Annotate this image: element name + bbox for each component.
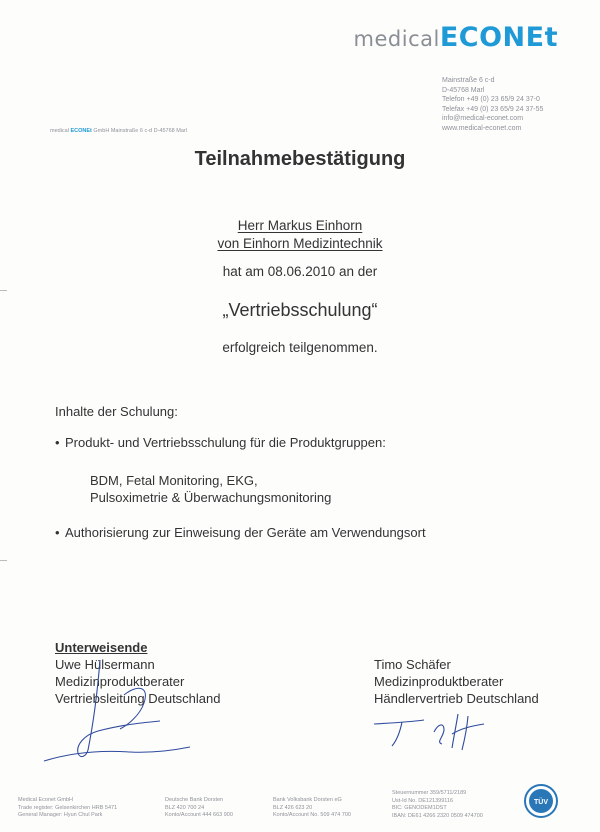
list-item — [55, 525, 426, 540]
footer-line: Steuernummer 359/5711/2189 — [392, 790, 467, 796]
sub-line: BDM, Fetal Monitoring, EKG, — [90, 473, 258, 488]
sender-brand: ECONEt — [70, 128, 92, 134]
footer-line: Bank Volksbank Dorsten eG — [273, 797, 342, 803]
bullet-symbol: • — [55, 525, 60, 540]
signer-name: Uwe Hülsermann — [55, 657, 155, 672]
footer-tax-info — [392, 790, 483, 820]
handwritten-signature-left — [40, 655, 200, 770]
sub-line: Pulsoximetrie & Überwachungsmonitoring — [90, 490, 332, 505]
signer-department: Vertriebsleitung Deutschland — [55, 691, 221, 706]
signer-role: Medizinproduktberater — [55, 674, 185, 689]
bullet-text: Authorisierung zur Einweisung der Geräte am Verwendungsort — [65, 525, 426, 540]
address-line: Mainstraße 6 c-d — [442, 77, 495, 84]
signer-department: Händlervertrieb Deutschland — [374, 691, 539, 706]
bullet-symbol: • — [55, 435, 60, 450]
footer-line: Ust-Id No. DE121399116 — [392, 797, 454, 804]
signature-block-right — [374, 656, 539, 707]
address-line: Telefax +49 (0) 23 65/9 24 37-55 — [442, 105, 544, 113]
footer-line: BLZ 426 623 20 — [273, 804, 313, 811]
footer-line: Konto/Account No. 509 474 700 — [273, 812, 351, 818]
signer-name: Timo Schäfer — [374, 657, 451, 672]
document-title: Teilnahmebestätigung — [194, 148, 406, 170]
contents-heading: Inhalte der Schulung: — [55, 404, 178, 419]
logo-main: ECONEt — [439, 22, 558, 53]
footer-line: Trade register: Gelsenkirchen HRB 5471 — [18, 804, 118, 811]
recipient-name: Herr Markus Einhorn — [237, 218, 363, 233]
address-line: D-45768 Marl — [442, 86, 485, 94]
recipient-company: von Einhorn Medizintechnik — [217, 236, 383, 251]
footer-line: BIC: GENODEM1DST — [392, 805, 447, 811]
footer-line: Medical Econet GmbH — [18, 797, 74, 803]
address-line: www.medical-econet.com — [442, 124, 522, 132]
tuv-label: TÜV — [534, 799, 548, 806]
footer-company-info — [18, 797, 117, 820]
footer-line: BLZ 420 700 24 — [165, 804, 205, 811]
footer-bank-2 — [273, 797, 351, 820]
tuv-certification-icon — [523, 783, 559, 819]
sub-list — [90, 472, 331, 506]
sender-prefix: medical — [50, 128, 69, 134]
address-line: info@medical-econet.com — [442, 115, 524, 122]
footer-line: IBAN: DE61 4266 2320 0509 474700 — [392, 812, 483, 819]
date-line: hat am 08.06.2010 an der — [222, 264, 378, 279]
signer-role: Medizinproduktberater — [374, 674, 504, 689]
fold-mark — [0, 560, 7, 561]
signatories-heading: Unterweisende — [55, 640, 148, 655]
logo-prefix: medical — [353, 27, 440, 51]
company-logo — [354, 22, 558, 53]
fold-mark — [0, 290, 7, 291]
sender-rest: GmbH Mainstraße 6 c-d D-45768 Marl — [93, 128, 187, 134]
bullet-text: Produkt- und Vertriebsschulung für die Produktgruppen: — [65, 435, 386, 450]
handwritten-signature-right — [372, 710, 502, 755]
footer-line: Deutsche Bank Dorsten — [165, 797, 224, 803]
sender-line — [50, 128, 187, 134]
address-line: Telefon +49 (0) 23 65/9 24 37-0 — [442, 96, 540, 103]
completion-line: erfolgreich teilgenommen. — [222, 340, 378, 355]
footer-bank-1 — [165, 797, 233, 820]
list-item — [55, 435, 386, 450]
footer-line: Konto/Account 444 663 900 — [165, 812, 233, 818]
course-name: „Vertriebsschulung“ — [222, 300, 378, 320]
company-address — [442, 76, 543, 133]
footer-line: General Manager: Hyun Chul Park — [18, 812, 103, 818]
